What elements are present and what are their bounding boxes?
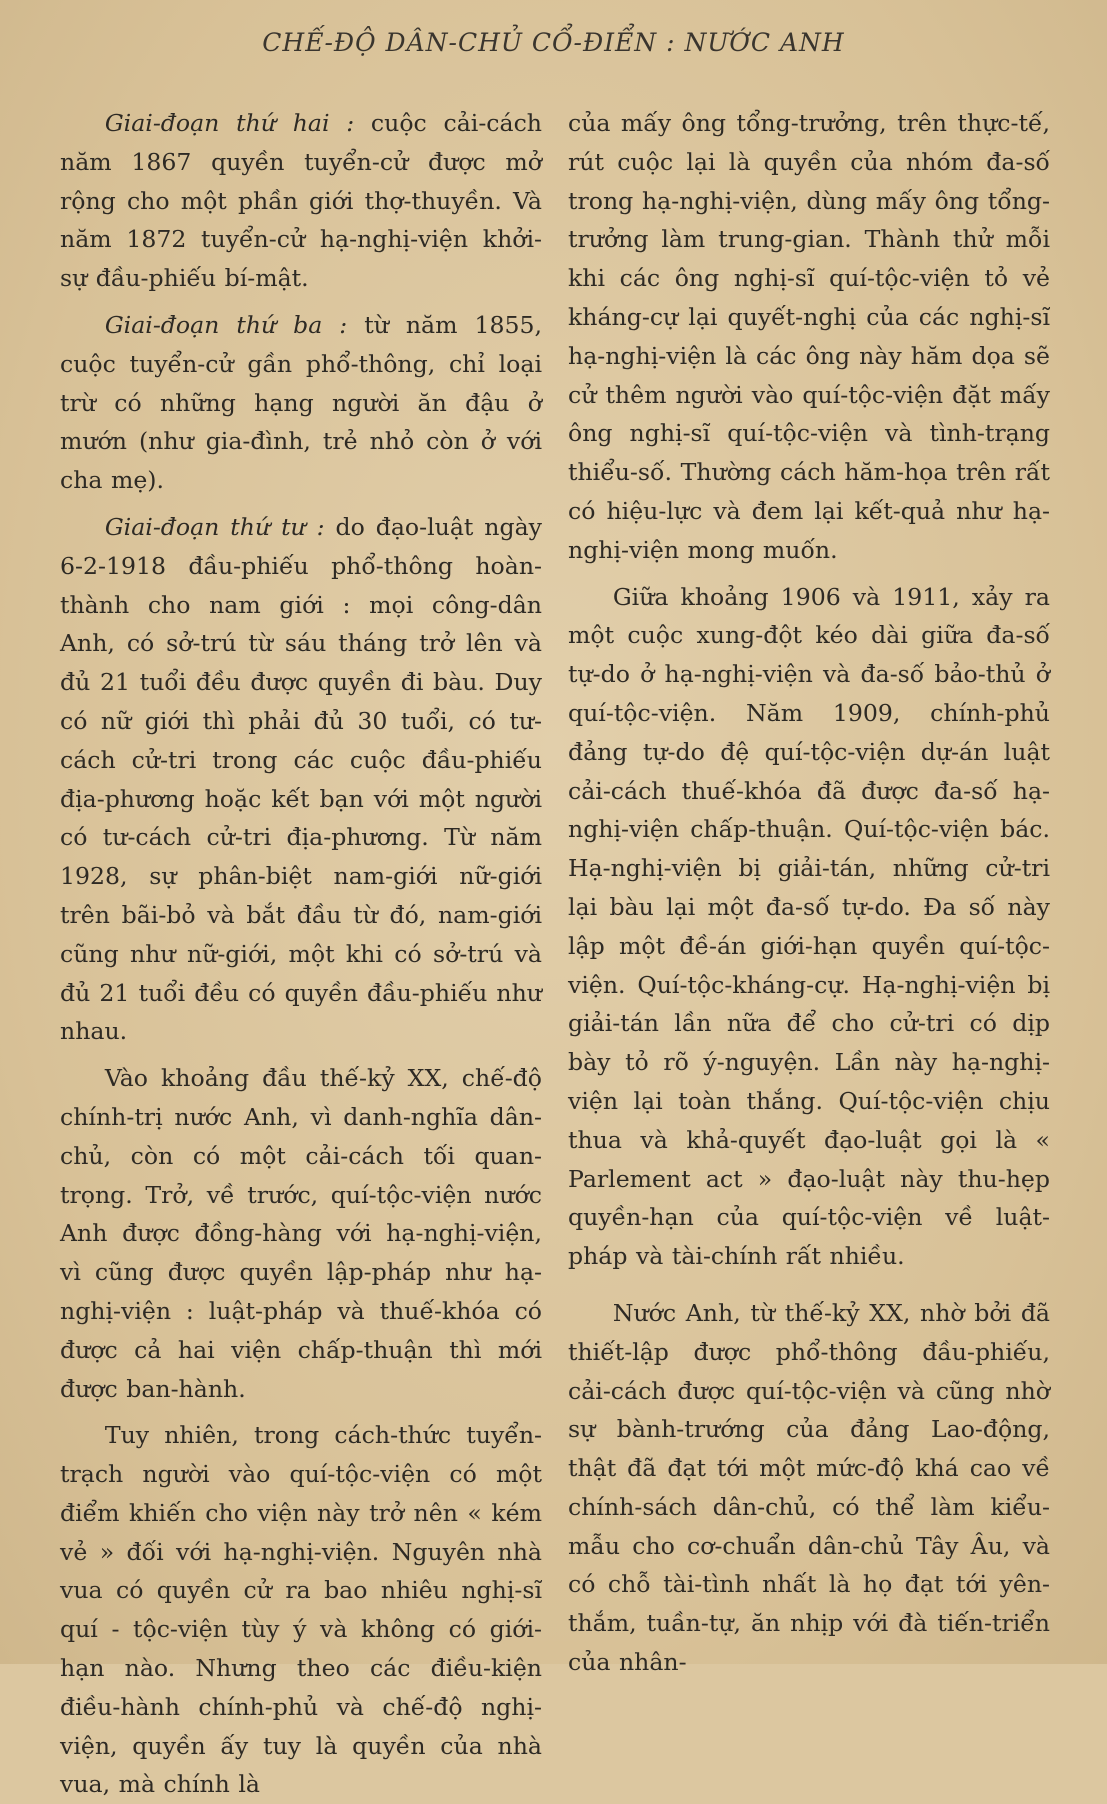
paragraph-text: do đạo-luật ngày 6-2-1918 đầu-phiếu phổ-thông hoàn-thành cho nam giới : mọi công-dân Anh, có sở-trú từ sáu tháng trở lên và đủ 21 tuổi đều được quyền đi bàu. Duy có nữ giới thì phải đủ 30 tuổi, có tư-cách cử-tri trong các cuộc đầu-phiếu địa-phương hoặc kết bạn với một người có tư-cách cử-tri địa-phương. Từ năm 1928, sự phân-biệt nam-giới nữ-giới trên bãi-bỏ và bắt đầu từ đó, nam-giới cũng như nữ-giới, một khi có sở-trú và đủ 21 tuổi đều có quyền đầu-phiếu như nhau.: [60, 512, 543, 1046]
paragraph-text: Nước Anh, từ thế-kỷ XX, nhờ bởi đã thiết-lập được phổ-thông đầu-phiếu, cải-cách được quí-tộc-viện và cũng nhờ sự bành-trướng của đảng Lao-động, thật đã đạt tới một mức-độ khá cao về chính-sách dân-chủ, có thể làm kiểu-mẫu cho cơ-chuẩn dân-chủ Tây Âu, và có chỗ tài-tình nhất là họ đạt tới yên-thắm, tuần-tự, ăn nhịp với đà tiến-triển của nhân-: [568, 1298, 1050, 1677]
paragraph-however: [60, 1416, 542, 1804]
paragraph-lead: Giai-đoạn thứ hai :: [104, 109, 355, 137]
paragraph-britain-conclusion: [568, 1294, 1050, 1682]
paragraph-stage-four: [60, 508, 542, 1051]
paragraph-text: Vào khoảng đầu thế-kỷ XX, chế-độ chính-trị nước Anh, vì danh-nghĩa dân-chủ, còn có một cải-cách tối quan-trọng. Trở, về trước, quí-tộc-viện nước Anh được đồng-hàng với hạ-nghị-viện, vì cũng được quyền lập-pháp như hạ-nghị-viện : luật-pháp và thuế-khóa có được cả hai viện chấp-thuận thì mới được ban-hành.: [60, 1064, 542, 1403]
paragraph-text: Tuy nhiên, trong cách-thức tuyển-trạch người vào quí-tộc-viện có một điểm khiến cho viện này trở nên « kém vẻ » đối với hạ-nghị-viện. Nguyên nhà vua có quyền cử ra bao nhiêu nghị-sĩ quí - tộc-viện tùy ý và không có giới-hạn nào. Nhưng theo các điều-kiện điều-hành chính-phủ và chế-độ nghị-viện, quyền ấy tuy là quyền của nhà vua, mà chính là: [60, 1421, 542, 1799]
paragraph-text: Giữa khoảng 1906 và 1911, xảy ra một cuộc xung-đột kéo dài giữa đa-số tự-do ở hạ-nghị-viện và đa-số bảo-thủ ở quí-tộc-viện. Năm 1909, chính-phủ đảng tự-do đệ quí-tộc-viện dự-án luật cải-cách thuế-khóa đã được đa-số hạ-nghị-viện chấp-thuận. Quí-tộc-viện bác. Hạ-nghị-viện bị giải-tán, những cử-tri lại bàu lại một đa-số tự-do. Đa số này lập một đề-án giới-hạn quyền quí-tộc-viện. Quí-tộc-kháng-cự. Hạ-nghị-viện bị giải-tán lần nữa để cho cử-tri có dịp bày tỏ rõ ý-nguyện. Lần này hạ-nghị-viện lại toàn thắng. Quí-tộc-viện chịu thua và khả-quyết đạo-luật gọi là « Parlement act » đạo-luật này thu-hẹp quyền-hạn của quí-tộc-viện về luật-pháp và tài-chính rất nhiều.: [568, 582, 1050, 1271]
paragraph-stage-two: [60, 104, 542, 298]
paragraph-lead: Giai-đoạn thứ tư :: [104, 512, 325, 541]
paragraph-stage-three: [60, 306, 542, 500]
right-column: [568, 104, 1050, 1682]
paragraph-text: của mấy ông tổng-trưởng, trên thực-tế, rút cuộc lại là quyền của nhóm đa-số trong hạ-nghị-viện, dùng mấy ông tổng-trưởng làm trung-gian. Thành thử mỗi khi các ông nghị-sĩ quí-tộc-viện tỏ vẻ kháng-cự lại quyết-nghị của các nghị-sĩ hạ-nghị-viện là các ông này hăm dọa sẽ cử thêm người vào quí-tộc-viện đặt mấy ông nghị-sĩ quí-tộc-viện và tình-trạng thiểu-số. Thường cách hăm-họa trên rất có hiệu-lực và đem lại kết-quả như hạ-nghị-viện mong muốn.: [568, 109, 1050, 564]
paragraph-lead: Giai-đoạn thứ ba :: [104, 310, 348, 339]
paragraph-1906-1911: [568, 578, 1050, 1276]
left-column: [60, 104, 542, 1804]
running-header: CHẾ-ĐỘ DÂN-CHỦ CỔ-ĐIỂN : NƯỚC ANH: [262, 28, 845, 57]
paragraph-text: từ năm 1855, cuộc tuyển-cử gần phổ-thông, chỉ loại trừ có những hạng người ăn đậu ở mướn (như gia-đình, trẻ nhỏ còn ở với cha mẹ).: [60, 310, 542, 495]
paragraph-early-20th-century: [60, 1059, 542, 1408]
paragraph-text: cuộc cải-cách năm 1867 quyền tuyển-cử được mở rộng cho một phần giới thợ-thuyền. Và năm 1872 tuyển-cử hạ-nghị-viện khởi-sự đầu-phiếu bí-mật.: [60, 109, 542, 293]
paragraph-continuation: [568, 104, 1050, 570]
